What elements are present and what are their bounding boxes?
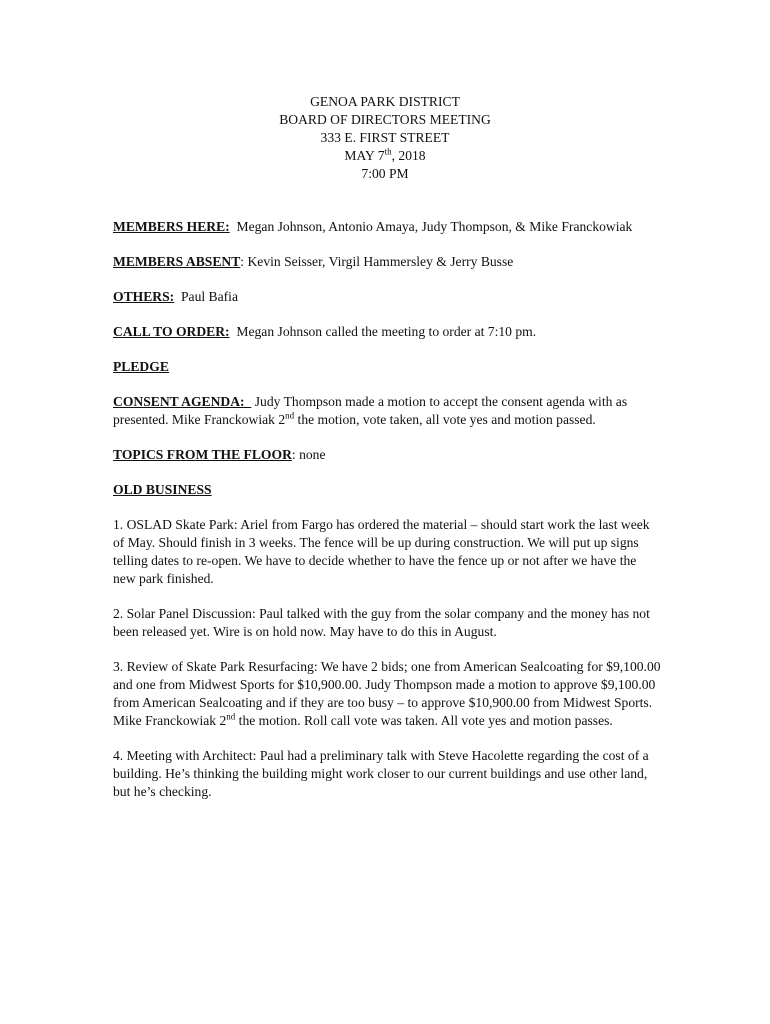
meeting-date: [0, 147, 770, 165]
pledge-heading: PLEDGE: [113, 359, 169, 374]
call-to-order-section: [113, 323, 661, 341]
call-to-order-text: Megan Johnson called the meeting to order at 7:10 pm.: [229, 324, 537, 339]
meeting-address: 333 E. FIRST STREET: [320, 130, 450, 145]
old-business-section: [113, 481, 661, 499]
members-here-section: [113, 218, 661, 236]
consent-agenda-superscript: nd: [285, 410, 295, 421]
old-business-item-3: [113, 658, 661, 730]
topics-from-floor-section: [113, 446, 661, 464]
old-business-item-2: 2. Solar Panel Discussion: Paul talked with the guy from the solar company and the money has not been released yet. Wire is on hold now. May have to do this in August.: [113, 606, 650, 639]
others-section: [113, 288, 661, 306]
consent-agenda-text-end: the motion, vote taken, all vote yes and motion passed.: [294, 412, 596, 427]
date-prefix: MAY 7: [344, 148, 385, 163]
topics-from-floor-heading: TOPICS FROM THE FLOOR: [113, 447, 292, 462]
item-3-text-end: the motion. Roll call vote was taken. All vote yes and motion passes.: [235, 713, 613, 728]
date-suffix: , 2018: [391, 148, 426, 163]
document-header: [0, 93, 770, 183]
date-superscript: th: [384, 146, 392, 157]
old-business-heading: OLD BUSINESS: [113, 482, 212, 497]
old-business-item-4: 4. Meeting with Architect: Paul had a preliminary talk with Steve Hacolette regarding the cost of a building. He’s thinking the building might work closer to our current buildings and use other land, but he’s checking.: [113, 748, 649, 799]
consent-agenda-section: [113, 393, 661, 429]
pledge-section: [113, 358, 661, 376]
minutes-body: [113, 218, 661, 818]
old-business-item-1: 1. OSLAD Skate Park: Ariel from Fargo has ordered the material – should start work the last week of May. Should finish in 3 weeks. The fence will be up during construction. We will put up signs telling dates to re-open. We have to decide whether to have the fence up or not after we have the new park finished.: [113, 517, 650, 586]
meeting-time: 7:00 PM: [361, 166, 409, 181]
topics-from-floor-text: : none: [291, 447, 326, 462]
members-here-text: Megan Johnson, Antonio Amaya, Judy Thompson, & Mike Franckowiak: [229, 219, 633, 234]
consent-agenda-heading: CONSENT AGENDA:: [113, 394, 252, 409]
members-absent-section: [113, 253, 661, 271]
district-name: GENOA PARK DISTRICT: [310, 94, 460, 109]
members-here-heading: MEMBERS HERE:: [113, 219, 230, 234]
members-absent-text: : Kevin Seisser, Virgil Hammersley & Jerry Busse: [240, 254, 514, 269]
consent-agenda-text: Judy Thompson made a motion to accept the consent agenda with as presented. Mike Franckowiak 2: [113, 394, 628, 427]
item-3-superscript: nd: [226, 711, 236, 722]
others-text: Paul Bafia: [174, 289, 238, 304]
item-3-text: 3. Review of Skate Park Resurfacing: We have 2 bids; one from American Sealcoating for $9,100.00 and one from Midwest Sports for $10,900.00. Judy Thompson made a motion to approve $9,100.00 from American Sealcoating and if they are too busy – to approve $10,900.00 from Midwest Sports. Mike Franckowiak 2: [113, 659, 661, 728]
members-absent-heading: MEMBERS ABSENT: [113, 254, 241, 269]
meeting-title: BOARD OF DIRECTORS MEETING: [279, 112, 491, 127]
others-heading: OTHERS:: [113, 289, 175, 304]
call-to-order-heading: CALL TO ORDER:: [113, 324, 230, 339]
